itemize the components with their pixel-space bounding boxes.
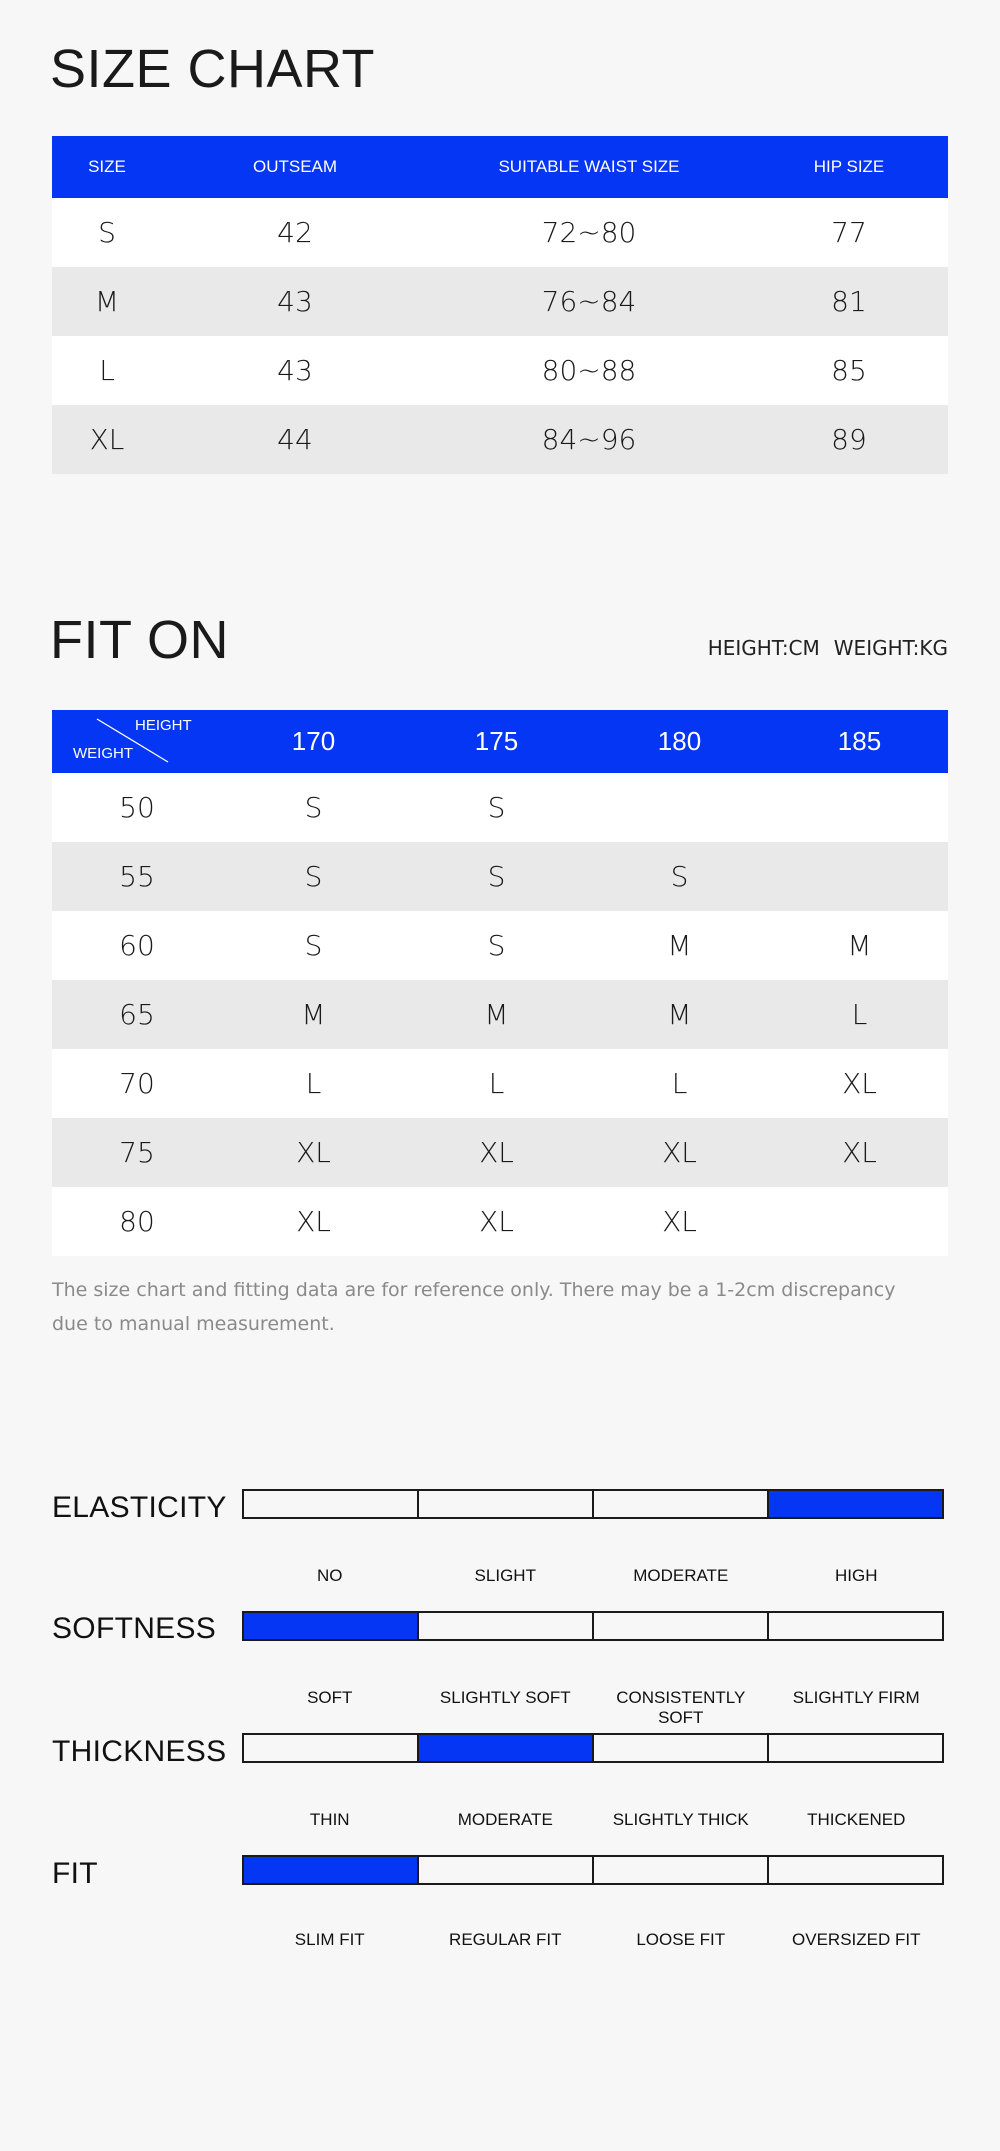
table-cell: XL [588,1118,771,1187]
height-header: 185 [771,710,948,773]
table-cell: 65 [52,980,222,1049]
elasticity-options [242,1566,944,1586]
option-label: HIGH [835,1566,878,1585]
units-note [708,636,948,660]
table-cell: 42 [162,198,428,267]
elasticity-label: ELASTICITY [52,1491,227,1524]
scale-segment-selected [767,1489,944,1519]
fit-on-table [52,710,948,1256]
table-cell: 43 [162,336,428,405]
option-label: THICKENED [807,1810,906,1829]
size-chart-header-row [52,136,948,198]
table-cell: 89 [750,405,948,474]
size-chart-title: SIZE CHART [50,39,376,99]
option-label: SLIGHTLY THICK [612,1810,749,1829]
scale-segment [767,1611,944,1641]
scale-segment [592,1855,769,1885]
table-cell: XL [771,1118,948,1187]
table-cell [588,773,771,842]
option-label: SOFT [307,1688,353,1707]
option-label: SLIGHTLY FIRM [792,1688,920,1707]
size-row [52,405,948,474]
table-cell: 72~80 [428,198,750,267]
option-label: SLIM FIT [294,1930,365,1949]
thickness-label: THICKNESS [52,1735,227,1768]
column-header-hip: HIP SIZE [750,136,948,198]
column-header-outseam: OUTSEAM [162,136,428,198]
table-cell: S [222,842,405,911]
option-label: THIN [309,1810,350,1829]
fit-row [52,1118,948,1187]
fit-row [52,773,948,842]
table-cell: M [405,980,588,1049]
table-cell: 80 [52,1187,222,1256]
height-unit: HEIGHT:CM [707,636,820,660]
column-header-waist: SUITABLE WAIST SIZE [428,136,750,198]
weight-unit: WEIGHT:KG [833,636,948,660]
corner-weight-label: WEIGHT [73,745,133,762]
table-cell: L [588,1049,771,1118]
option-label: MODERATE [633,1566,729,1585]
table-cell: 43 [162,267,428,336]
table-cell: XL [222,1187,405,1256]
table-cell: 50 [52,773,222,842]
softness-options [242,1688,944,1728]
table-cell: 85 [750,336,948,405]
size-row [52,267,948,336]
option-label: MODERATE [457,1810,553,1829]
scale-segment [242,1489,419,1519]
softness-scale [242,1611,944,1641]
table-cell: S [405,911,588,980]
scale-segment [767,1855,944,1885]
corner-height-label: HEIGHT [135,717,192,734]
size-row [52,198,948,267]
scale-segment [417,1611,594,1641]
option-label: LOOSE FIT [636,1930,726,1949]
table-cell: 81 [750,267,948,336]
height-header: 170 [222,710,405,773]
table-cell: L [52,336,162,405]
table-cell: S [405,842,588,911]
table-cell [771,773,948,842]
option-label: SLIGHTLY SOFT [439,1688,571,1707]
scale-segment [242,1733,419,1763]
table-cell: 60 [52,911,222,980]
table-cell: 55 [52,842,222,911]
thickness-options [242,1810,944,1830]
height-header: 175 [405,710,588,773]
fit-row [52,911,948,980]
table-cell: XL [52,405,162,474]
fit-row [52,1187,948,1256]
fit-on-header-row [52,710,948,773]
scale-segment [767,1733,944,1763]
fit-scale [242,1855,944,1885]
fit-row [52,980,948,1049]
fit-options [242,1930,944,1950]
fit-label: FIT [52,1857,98,1890]
column-header-size: SIZE [52,136,162,198]
table-cell: XL [222,1118,405,1187]
option-label: SLIGHT [474,1566,536,1585]
scale-segment [417,1489,594,1519]
scale-segment-selected [242,1855,419,1885]
height-weight-corner [52,710,222,773]
option-label: NO [317,1566,343,1585]
table-cell: L [222,1049,405,1118]
table-cell: L [405,1049,588,1118]
table-cell: M [588,911,771,980]
scale-segment-selected [417,1733,594,1763]
option-label: CONSISTENTLY SOFT [616,1688,746,1727]
size-chart-table [52,136,948,474]
size-row [52,336,948,405]
thickness-scale [242,1733,944,1763]
table-cell: XL [405,1118,588,1187]
table-cell: S [222,911,405,980]
table-cell: XL [405,1187,588,1256]
scale-segment [592,1489,769,1519]
reference-note: The size chart and fitting data are for reference only. There may be a 1-2cm discrepancy due to manual measurement. [52,1279,896,1335]
table-cell: 77 [750,198,948,267]
table-cell: M [771,911,948,980]
elasticity-scale [242,1489,944,1519]
table-cell [771,842,948,911]
table-cell: M [588,980,771,1049]
table-cell: 70 [52,1049,222,1118]
table-cell: 44 [162,405,428,474]
option-label: REGULAR FIT [449,1930,562,1949]
table-cell [771,1187,948,1256]
table-cell: S [588,842,771,911]
scale-segment-selected [242,1611,419,1641]
table-cell: XL [588,1187,771,1256]
table-cell: 76~84 [428,267,750,336]
table-cell: 75 [52,1118,222,1187]
table-cell: XL [771,1049,948,1118]
scale-segment [592,1733,769,1763]
height-header: 180 [588,710,771,773]
table-cell: S [222,773,405,842]
table-cell: 84~96 [428,405,750,474]
fit-on-title: FIT ON [50,610,230,670]
table-cell: L [771,980,948,1049]
table-cell: M [222,980,405,1049]
scale-segment [417,1855,594,1885]
fit-row [52,842,948,911]
table-cell: S [52,198,162,267]
fit-row [52,1049,948,1118]
table-cell: S [405,773,588,842]
softness-label: SOFTNESS [52,1612,217,1645]
scale-segment [592,1611,769,1641]
table-cell: 80~88 [428,336,750,405]
table-cell: M [52,267,162,336]
option-label: OVERSIZED FIT [792,1930,921,1949]
